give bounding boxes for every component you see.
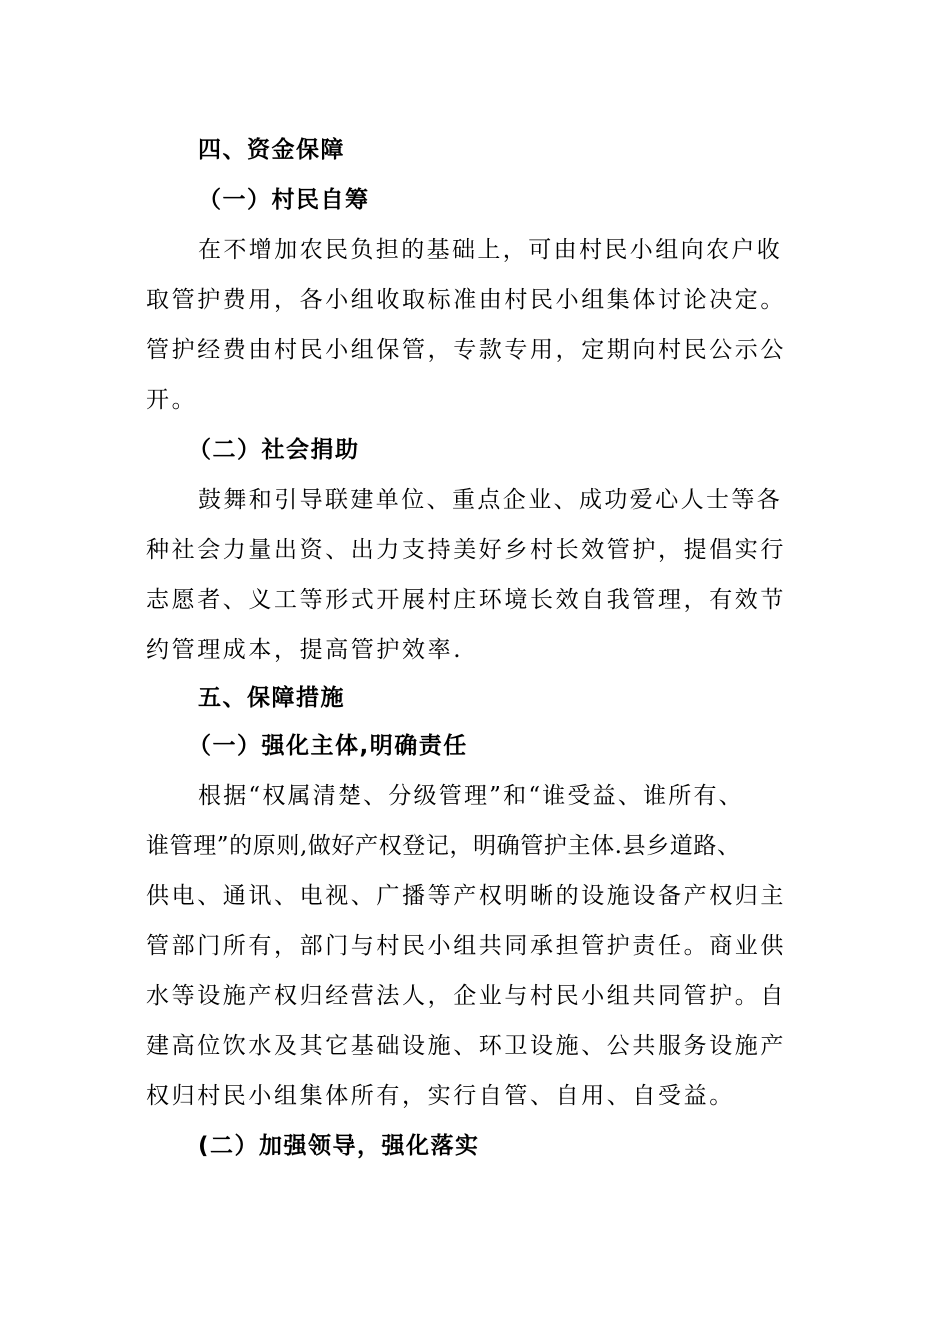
paragraph-line: 管护经费由村民小组保管，专款专用，定期向村民公示公 (146, 337, 786, 363)
paragraph-line: 鼓舞和引导联建单位、重点企业、成功爱心人士等各 (198, 487, 783, 513)
paragraph-line: 志愿者、义工等形式开展村庄环境长效自我管理，有效节 (146, 587, 786, 613)
paragraph-line: 供电、通讯、电视、广播等产权明晰的设施设备产权归主 (146, 883, 786, 909)
subheading-strengthen-leadership: (二）加强领导，强化落实 (198, 1133, 480, 1159)
paragraph-line: 管部门所有，部门与村民小组共同承担管护责任。商业供 (146, 933, 786, 959)
subheading-social-donation: （二）社会捐助 (188, 437, 360, 463)
paragraph-line: 水等设施产权归经营法人，企业与村民小组共同管护。自 (146, 983, 786, 1009)
paragraph-line: 在不增加农民负担的基础上，可由村民小组向农户收 (198, 237, 783, 263)
paragraph-line: 约管理成本，提高管护效率. (146, 637, 464, 663)
paragraph-line: 取管护费用，各小组收取标准由村民小组集体讨论决定。 (146, 287, 786, 313)
subheading-strengthen-responsibility: （一）强化主体,明确责任 (188, 733, 468, 759)
paragraph-line: 开。 (146, 387, 198, 413)
paragraph-line: 谁管理”的原则,做好产权登记，明确管护主体.县乡道路、 (146, 833, 741, 859)
section-heading-funding: 四、资金保障 (198, 137, 345, 163)
paragraph-line: 种社会力量出资、出力支持美好乡村长效管护，提倡实行 (146, 537, 786, 563)
paragraph-line: 根据“权属清楚、分级管理”和“谁受益、谁所有、 (198, 783, 744, 809)
paragraph-line: 权归村民小组集体所有，实行自管、自用、自受益。 (146, 1083, 735, 1109)
paragraph-line: 建高位饮水及其它基础设施、环卫设施、公共服务设施产 (146, 1033, 786, 1059)
section-heading-safeguard-measures: 五、保障措施 (198, 685, 345, 711)
subheading-villager-self-funding: （一）村民自筹 (198, 187, 370, 213)
